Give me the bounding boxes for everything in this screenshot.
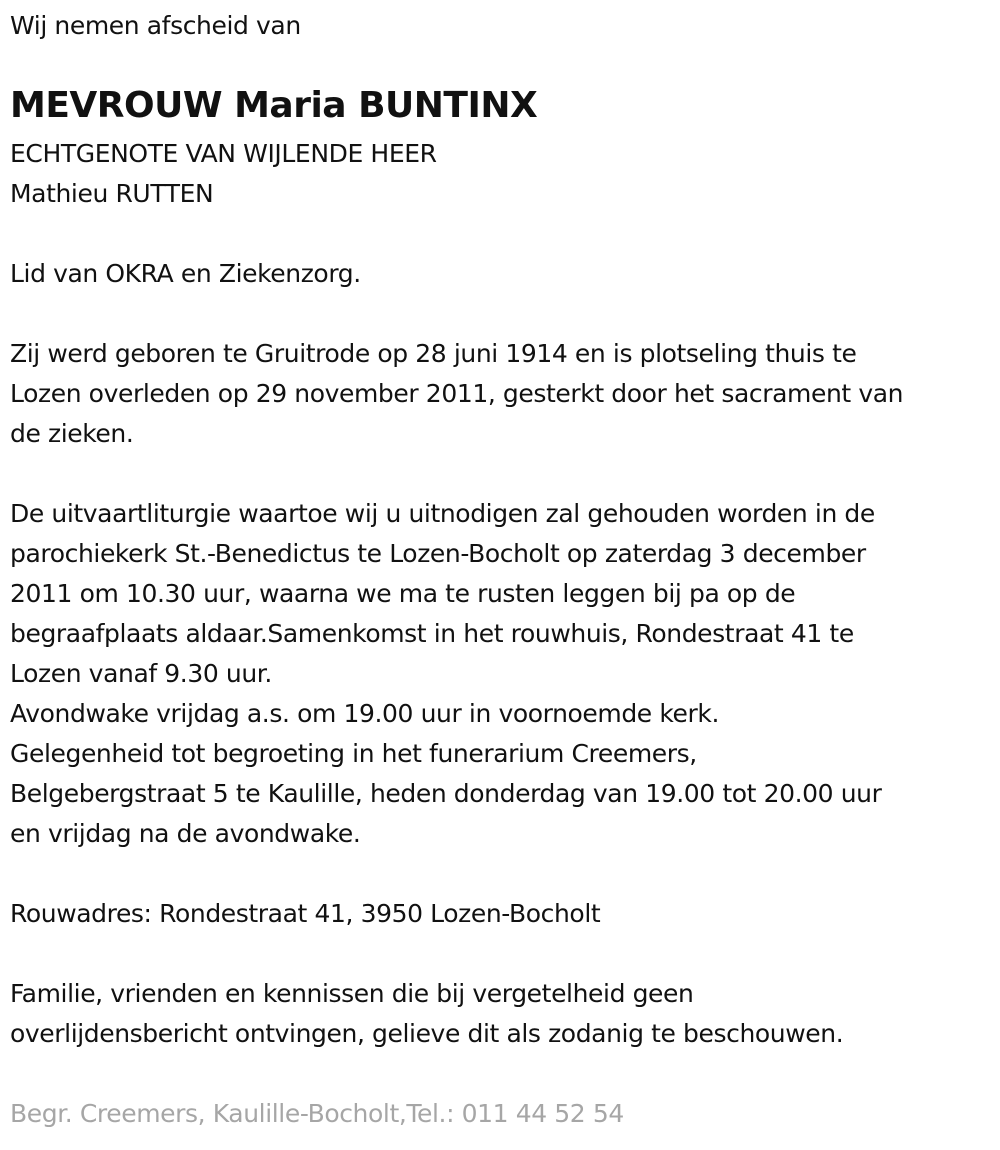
family-note-paragraph	[10, 974, 843, 1054]
funeral-paragraph	[10, 494, 881, 854]
address-block	[10, 894, 600, 934]
paragraph-line: begraafplaats aldaar.Samenkomst in het rouwhuis, Rondestraat 41 te	[10, 619, 854, 648]
birth-death-paragraph	[10, 334, 903, 454]
paragraph-line: en vrijdag na de avondwake.	[10, 819, 361, 848]
paragraph-line: de zieken.	[10, 419, 134, 448]
paragraph-line: De uitvaartliturgie waartoe wij u uitnodigen zal gehouden worden in de	[10, 499, 875, 528]
spouse-line: ECHTGENOTE VAN WIJLENDE HEER	[10, 139, 437, 168]
membership-block	[10, 254, 361, 294]
paragraph-line: Gelegenheid tot begroeting in het funerarium Creemers,	[10, 739, 697, 768]
paragraph-line: Belgebergstraat 5 te Kaulille, heden donderdag van 19.00 tot 20.00 uur	[10, 779, 882, 808]
paragraph-line: 2011 om 10.30 uur, waarna we ma te rusten leggen bij pa op de	[10, 579, 796, 608]
intro-text: Wij nemen afscheid van	[10, 11, 301, 40]
paragraph-line: Zij werd geboren te Gruitrode op 28 juni 1914 en is plotseling thuis te	[10, 339, 857, 368]
funeral-home-contact: Begr. Creemers, Kaulille-Bocholt,Tel.: 011 44 52 54	[10, 1099, 624, 1128]
paragraph-line: Familie, vrienden en kennissen die bij vergetelheid geen	[10, 979, 694, 1008]
spouse-name: Mathieu RUTTEN	[10, 179, 214, 208]
membership-text: Lid van OKRA en Ziekenzorg.	[10, 259, 361, 288]
mourning-address: Rouwadres: Rondestraat 41, 3950 Lozen-Bocholt	[10, 899, 601, 928]
paragraph-line: Lozen overleden op 29 november 2011, gesterkt door het sacrament van	[10, 379, 904, 408]
paragraph-line: Lozen vanaf 9.30 uur.	[10, 659, 272, 688]
footer-block	[10, 1094, 624, 1134]
paragraph-line: parochiekerk St.-Benedictus te Lozen-Bocholt op zaterdag 3 december	[10, 539, 866, 568]
paragraph-line: overlijdensbericht ontvingen, gelieve dit als zodanig te beschouwen.	[10, 1019, 844, 1048]
paragraph-line: Avondwake vrijdag a.s. om 19.00 uur in voornoemde kerk.	[10, 699, 720, 728]
deceased-name: MEVROUW Maria BUNTINX	[10, 85, 538, 126]
spouse-block	[10, 134, 437, 214]
